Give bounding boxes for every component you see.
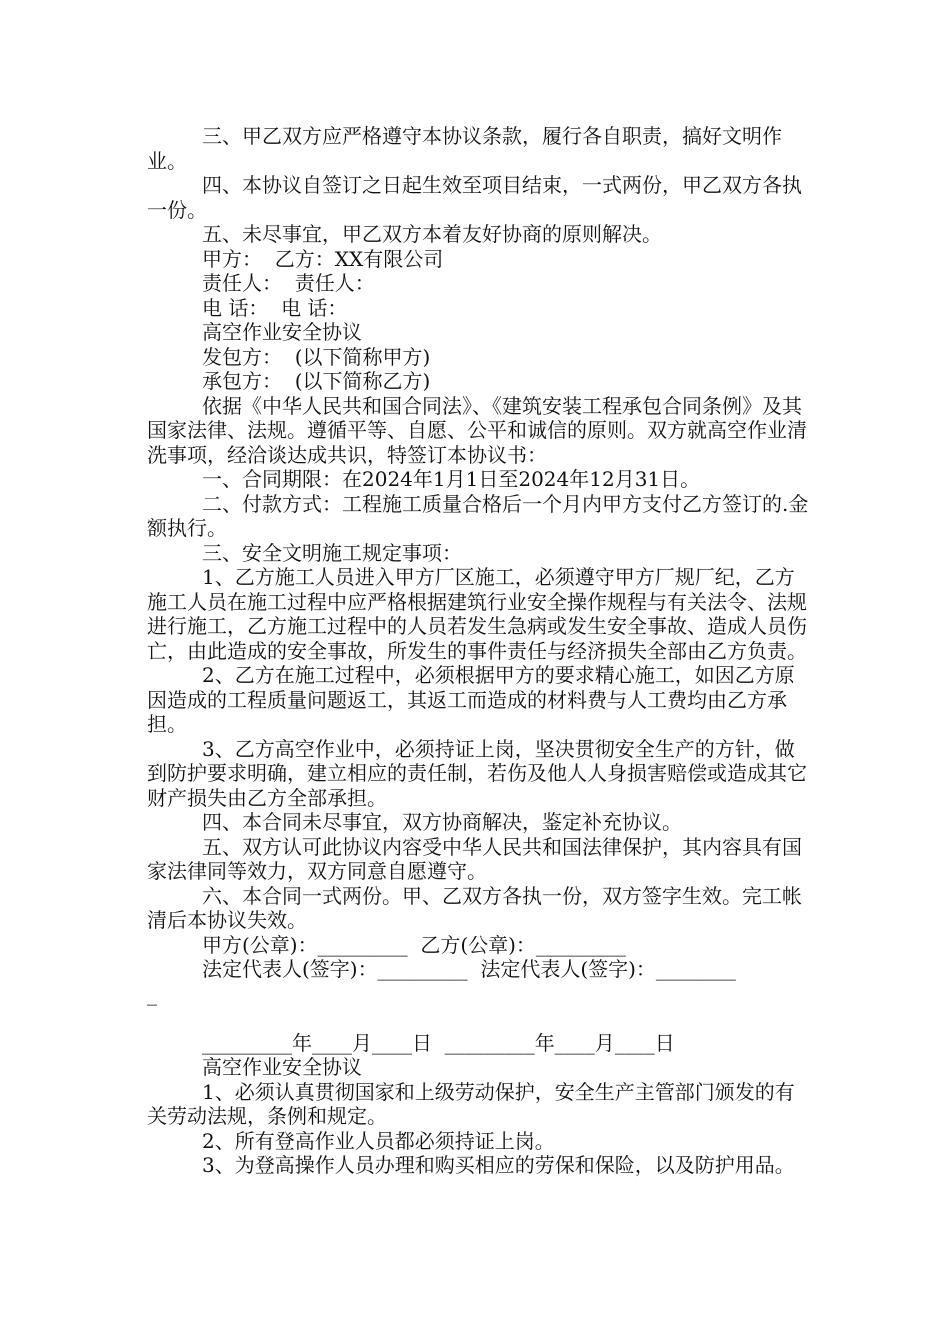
paragraph: 2、所有登高作业人员都必须持证上岗。 [202, 1128, 555, 1153]
paragraph: 高空作业安全协议 [202, 1055, 362, 1079]
paragraph: 依据《中华人民共和国合同法》、《建筑安装工程承包合同条例》及其国家法律、法规。遵循平等、自愿、公平和诚信的原则。双方就高空作业清洗事项，经洽谈达成共识，特签订本协议书： [147, 393, 807, 467]
paragraph: 一、合同期限：在2024年1月1日至2024年12月31日。 [202, 467, 701, 491]
paragraph: 三、甲乙双方应严格遵守本协议条款，履行各自职责，搞好文明作业。 [147, 124, 782, 173]
paragraph: _________年____月____日 _________年____月____日 [202, 1030, 675, 1055]
paragraph: 法定代表人(签字)：_________ 法定代表人(签字)：________ _ [147, 957, 736, 1006]
paragraph: 承包方： (以下简称乙方) [202, 369, 431, 393]
paragraph: 甲方： 乙方：XX有限公司 [202, 246, 444, 271]
paragraph: 3、乙方高空作业中，必须持证上岗，坚决贯彻安全生产的方针，做到防护要求明确，建立相应的责任制，若伤及他人人身损害赔偿或造成其它财产损失由乙方全部承担。 [147, 736, 807, 810]
paragraph: 三、安全文明施工规定事项： [202, 540, 462, 565]
paragraph: 2、乙方在施工过程中，必须根据甲方的要求精心施工，如因乙方原因造成的工程质量问题返工，其返工而造成的材料费与人工费均由乙方承担。 [147, 663, 795, 736]
paragraph: 3、为登高操作人员办理和购买相应的劳保和保险，以及防护用品。 [202, 1153, 795, 1177]
paragraph: 四、本协议自签订之日起生效至项目结束，一式两份，甲乙双方各执一份。 [147, 173, 802, 222]
paragraph: 五、双方认可此协议内容受中华人民共和国法律保护，其内容具有国家法律同等效力，双方同意自愿遵守。 [147, 834, 802, 883]
paragraph: 发包方： (以下简称甲方) [202, 344, 431, 369]
paragraph: 六、本合同一式两份。甲、乙双方各执一份，双方签字生效。完工帐清后本协议失效。 [147, 883, 802, 932]
document-body [147, 124, 811, 1178]
paragraph: 甲方(公章)：_________ 乙方(公章)：_________ [202, 932, 626, 957]
paragraph: 二、付款方式：工程施工质量合格后一个月内甲方支付乙方签订的.金额执行。 [147, 491, 809, 540]
paragraph: 五、未尽事宜，甲乙双方本着友好协商的原则解决。 [202, 222, 662, 246]
paragraph: 四、本合同未尽事宜，双方协商解决，鉴定补充协议。 [202, 810, 682, 834]
paragraph: 1、必须认真贯彻国家和上级劳动保护，安全生产主管部门颁发的有关劳动法规，条例和规定。 [147, 1079, 795, 1128]
paragraph: 电 话： 电 话： [202, 295, 348, 320]
paragraph: 责任人： 责任人： [202, 271, 375, 295]
paragraph: 1、乙方施工人员进入甲方厂区施工，必须遵守甲方厂规厂纪，乙方施工人员在施工过程中应严格根据建筑行业安全操作规程与有关法令、法规进行施工，乙方施工过程中的人员若发生急病或发生安全事故、造成人员伤亡，由此造成的安全事故，所发生的事件责任与经济损失全部由乙方负责。 [147, 565, 807, 663]
paragraph [147, 1006, 811, 1031]
paragraph: 高空作业安全协议 [202, 320, 362, 344]
